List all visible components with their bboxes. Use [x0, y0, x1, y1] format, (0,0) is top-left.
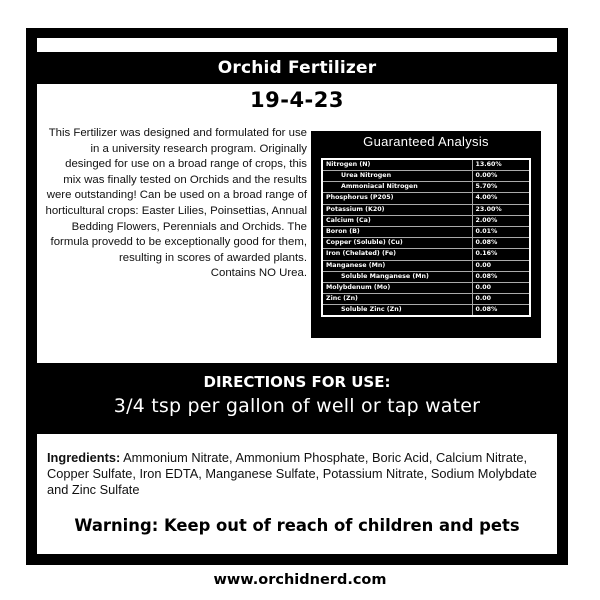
nutrient-value: 0.00	[472, 260, 530, 271]
nutrient-name: Soluble Zinc (Zn)	[322, 305, 472, 317]
bottom-panel	[37, 434, 557, 554]
nutrient-name: Soluble Manganese (Mn)	[322, 271, 472, 282]
analysis-row	[322, 305, 530, 317]
nutrient-value: 2.00%	[472, 215, 530, 226]
ingredients	[47, 450, 547, 498]
analysis-table	[321, 158, 531, 317]
analysis-row	[322, 238, 530, 249]
nutrient-name: Ammoniacal Nitrogen	[322, 182, 472, 193]
nutrient-value: 4.00%	[472, 193, 530, 204]
nutrient-value: 0.08%	[472, 271, 530, 282]
nutrient-value: 0.08%	[472, 305, 530, 317]
analysis-row	[322, 215, 530, 226]
nutrient-name: Manganese (Mn)	[322, 260, 472, 271]
warning-text: Warning: Keep out of reach of children and pets	[74, 516, 520, 535]
directions-text: 3/4 tsp per gallon of well or tap water	[113, 395, 481, 417]
analysis-row	[322, 282, 530, 293]
nutrient-name: Boron (B)	[322, 226, 472, 237]
description-text: This Fertilizer was designed and formulated for use in a university research program. Originally desinged for use on a broad range of crops, this mix was finally tested on Orchids and the results were outstanding! Can be used on a broad range of horticultural crops: Easter Lilies, Poinsettias, Annual Bedding Flowers, Perennials and Orchids. The formula provedd to be exceptionally good for them, resulting in scores of awarded plants.	[45, 127, 307, 264]
analysis-row	[322, 260, 530, 271]
analysis-row	[322, 182, 530, 193]
analysis-title: Guaranteed Analysis	[363, 134, 489, 149]
analysis-row	[322, 249, 530, 260]
nutrient-name: Molybdenum (Mo)	[322, 282, 472, 293]
analysis-row	[322, 193, 530, 204]
nutrient-name: Urea Nitrogen	[322, 171, 472, 182]
nutrient-name: Zinc (Zn)	[322, 294, 472, 305]
directions-band	[26, 363, 568, 434]
product-title: Orchid Fertilizer	[217, 58, 377, 78]
product-description	[45, 126, 307, 282]
nutrient-value: 0.00	[472, 282, 530, 293]
description-note: Contains NO Urea.	[210, 267, 307, 280]
nutrient-value: 0.00%	[472, 171, 530, 182]
nutrient-value: 13.60%	[472, 159, 530, 171]
nutrient-value: 0.01%	[472, 226, 530, 237]
directions-heading: DIRECTIONS FOR USE:	[203, 373, 391, 391]
title-band	[26, 52, 568, 84]
nutrient-name: Copper (Soluble) (Cu)	[322, 238, 472, 249]
top-strip	[37, 38, 557, 52]
label-frame	[26, 28, 568, 565]
nutrient-value: 5.70%	[472, 182, 530, 193]
npk-ratio: 19-4-23	[250, 88, 344, 112]
nutrient-name: Phosphorus (P205)	[322, 193, 472, 204]
nutrient-value: 23.00%	[472, 204, 530, 215]
nutrient-name: Nitrogen (N)	[322, 159, 472, 171]
nutrient-name: Potassium (K20)	[322, 204, 472, 215]
guaranteed-analysis-box	[311, 131, 541, 338]
nutrient-value: 0.08%	[472, 238, 530, 249]
ingredients-text: Ammonium Nitrate, Ammonium Phosphate, Boric Acid, Calcium Nitrate, Copper Sulfate, Iron EDTA, Manganese Sulfate, Potassium Nitrate, Sodium Molybdate and Zinc Sulfate	[47, 450, 537, 497]
ingredients-label: Ingredients:	[47, 450, 121, 465]
nutrient-value: 0.00	[472, 294, 530, 305]
website-link[interactable]: www.orchidnerd.com	[213, 572, 387, 588]
analysis-row	[322, 171, 530, 182]
main-panel	[37, 84, 557, 363]
analysis-row	[322, 294, 530, 305]
analysis-row	[322, 204, 530, 215]
analysis-row	[322, 226, 530, 237]
analysis-row	[322, 159, 530, 171]
nutrient-value: 0.16%	[472, 249, 530, 260]
nutrient-name: Iron (Chelated) (Fe)	[322, 249, 472, 260]
nutrient-name: Calcium (Ca)	[322, 215, 472, 226]
analysis-row	[322, 271, 530, 282]
